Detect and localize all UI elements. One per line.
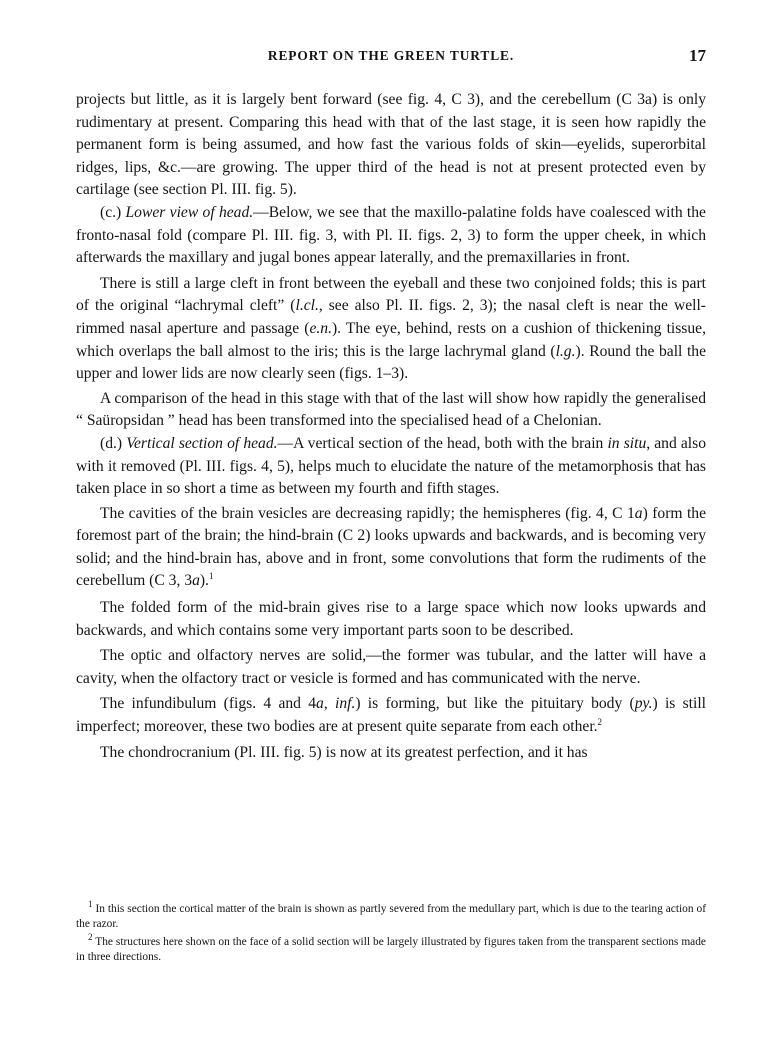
paragraph-brain-vesicles: The cavities of the brain vesicles are decreasing rapidly; the hemispheres (fig. 4, C 1a) form the foremost part of the brain; the hind-brain (C 2) looks upwards and backwards, and is becoming very solid; and the hind-brain has, above and in front, some convolutions that form the rudiments of the cerebellum (C 3, 3a).$^1$ (76, 504, 707, 590)
paragraph-comparison: A comparison of the head in this stage with that of the last will show how rapidly the generalised “ Saüropsidan ” head has been transformed into the specialised head of a Chelonian. (76, 389, 706, 430)
paragraph-lower-view: (c.) Lower view of head.—Below, we see that the maxillo-palatine folds have coalesced with the fronto-nasal fold (compare Pl. III. fig. 3, with Pl. II. figs. 2, 3) to form the upper cheek, in which afterwards the maxillary and jugal bones appear laterally, and the premaxillaries in front. (76, 203, 706, 267)
footnotes (76, 899, 706, 965)
page-header (76, 46, 706, 70)
paragraph-continuation: projects but little, as it is largely bent forward (see fig. 4, C 3), and the cerebellum (C 3a) is only rudimentary at present. Comparing this head with that of the last stage, it is seen how rapidly the permanent form is being assumed, and how fast the various folds of skin—eyelids, superorbital ridges, lips, &c.—are growing. The upper third of the head is not at present protected even by cartilage (see section Pl. III. fig. 5). (76, 91, 706, 199)
footnote-2: $^2$ The structures here shown on the face of a solid section will be largely illustrated by figures taken from the transparent sections made in three directions. (76, 931, 706, 963)
paragraph-mid-brain: The folded form of the mid-brain gives rise to a large space which now looks upwards and backwards, and which contains some very important parts soon to be described. (76, 599, 706, 639)
paragraph-vertical-section: (d.) Vertical section of head.—A vertical section of the head, both with the brain in situ, and also with it removed (Pl. III. figs. 4, 5), helps much to elucidate the nature of the metamorphosis that has taken place in so short a time as between my fourth and fifth stages. (76, 434, 707, 498)
body-text (76, 89, 706, 764)
page-number: 17 (689, 46, 706, 65)
section-heading-lower-view: Lower view of head. (125, 203, 254, 221)
document-page (76, 0, 706, 1050)
paragraph-chondrocranium: The chondrocranium (Pl. III. fig. 5) is now at its greatest perfection, and it has (100, 743, 588, 761)
paragraph-nerves: The optic and olfactory nerves are solid,—the former was tubular, and the latter will have a cavity, when the olfactory tract or vesicle is formed and has communicated with the nerve. (76, 647, 706, 687)
section-heading-vertical-section: Vertical section of head. (126, 434, 278, 452)
paragraph-infundibulum: The infundibulum (figs. 4 and 4a, inf.) is forming, but like the pituitary body (py.) is still imperfect; moreover, these two bodies are at present quite separate from each other.$^2$ (76, 695, 707, 736)
footnote-ref-1: 1 (208, 571, 214, 582)
running-title: REPORT ON THE GREEN TURTLE. (267, 48, 515, 63)
paragraph-lachrymal-cleft: There is still a large cleft in front between the eyeball and these two conjoined folds; this is part of the original “lachrymal cleft” (l.cl., see also Pl. II. figs. 2, 3); the nasal cleft is near the well-rimmed nasal aperture and passage (e.n.). The eye, behind, rests on a cushion of thickening tissue, which overlaps the ball almost to the iris; this is the large lachrymal gland (l.g.). Round the ball the upper and lower lids are now clearly seen (figs. 1–3). (76, 274, 707, 383)
footnote-1: $^1$ In this section the cortical matter of the brain is shown as partly severed from the medullary part, which is due to the tearing action of the razor. (76, 899, 706, 931)
footnote-ref-2: 2 (597, 716, 603, 727)
